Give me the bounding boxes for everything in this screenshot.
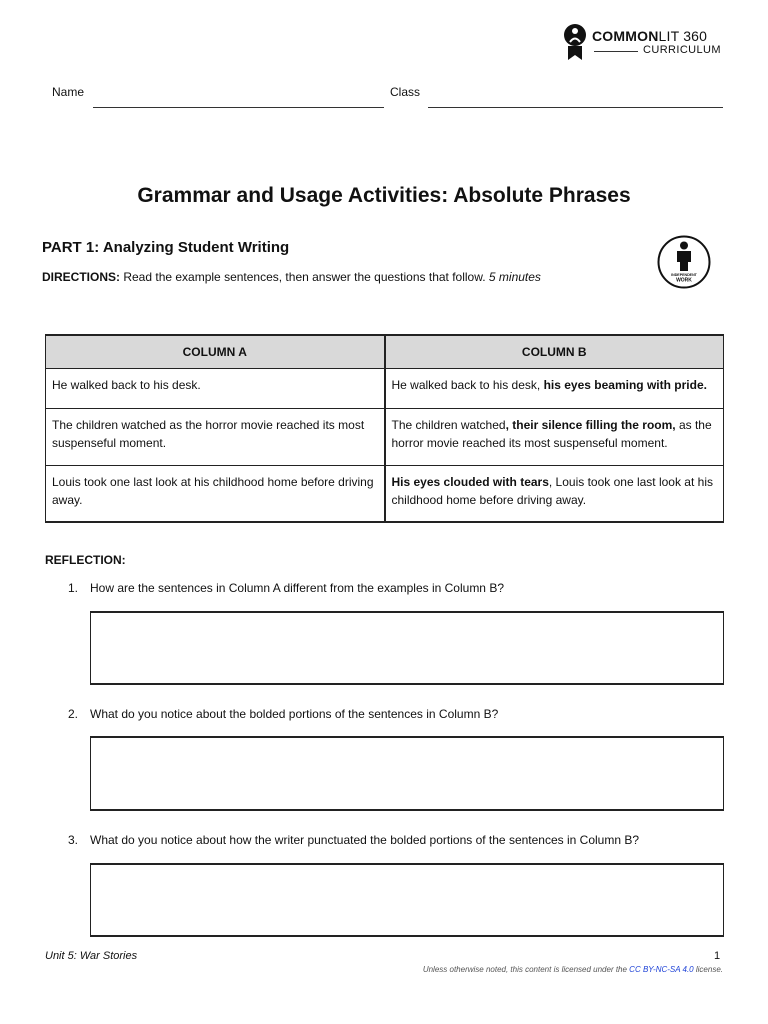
class-label: Class	[390, 85, 421, 99]
logo-rule	[594, 51, 638, 52]
commonlit-logo-mark-icon	[562, 22, 588, 62]
question-number: 2.	[68, 707, 79, 721]
license-link[interactable]: CC BY-NC-SA 4.0	[629, 965, 694, 974]
column-b-cell: He walked back to his desk, his eyes beaming with pride.	[385, 368, 724, 408]
logo-subtitle: CURRICULUM	[643, 44, 721, 56]
part-heading: PART 1: Analyzing Student Writing	[42, 239, 290, 256]
question-number: 1.	[68, 581, 79, 595]
name-label: Name	[52, 85, 85, 99]
independent-work-icon	[657, 235, 711, 289]
answer-box-2[interactable]	[90, 736, 724, 811]
name-field-line[interactable]	[93, 107, 384, 108]
table-row	[46, 368, 724, 408]
answer-box-1[interactable]	[90, 611, 724, 685]
column-a-header: COLUMN A	[46, 335, 385, 368]
class-field-line[interactable]	[428, 107, 723, 108]
column-b-header: COLUMN B	[385, 335, 724, 368]
license-note: Unless otherwise noted, this content is licensed under the CC BY-NC-SA 4.0 license.	[422, 965, 723, 974]
page-title: Grammar and Usage Activities: Absolute Phrases	[137, 184, 631, 207]
column-b-cell: His eyes clouded with tears, Louis took one last look at his childhood home before driving away.	[385, 465, 724, 522]
directions-time: 5 minutes	[488, 270, 541, 284]
question-2	[68, 707, 498, 721]
directions	[42, 270, 541, 284]
question-3	[68, 833, 639, 847]
table-row	[46, 408, 724, 465]
question-text: What do you notice about the bolded portions of the sentences in Column B?	[90, 707, 499, 721]
question-number: 3.	[68, 833, 79, 847]
table-header-row	[46, 335, 724, 368]
page-number: 1	[714, 950, 721, 962]
footer-unit: Unit 5: War Stories	[45, 950, 138, 962]
commonlit-logo	[562, 22, 732, 62]
column-a-cell: He walked back to his desk.	[46, 368, 385, 408]
logo-brand-text: COMMONLIT 360	[592, 28, 708, 44]
answer-box-3[interactable]	[90, 863, 724, 937]
directions-label: DIRECTIONS:	[42, 270, 120, 284]
column-b-cell: The children watched, their silence filling the room, as the horror movie reached its most suspenseful moment.	[385, 408, 724, 465]
question-text: How are the sentences in Column A different from the examples in Column B?	[90, 581, 504, 595]
question-text: What do you notice about how the writer punctuated the bolded portions of the sentences in Column B?	[90, 833, 640, 847]
question-1	[68, 581, 504, 595]
column-a-cell: The children watched as the horror movie reached its most suspenseful moment.	[46, 408, 385, 465]
directions-text: Read the example sentences, then answer the questions that follow.	[120, 270, 489, 284]
table-row	[46, 465, 724, 522]
example-sentences-table	[45, 334, 724, 523]
independent-work-label-2: WORK	[676, 277, 692, 284]
reflection-heading: REFLECTION:	[45, 553, 126, 567]
column-a-cell: Louis took one last look at his childhood home before driving away.	[46, 465, 385, 522]
independent-work-label-1: INDEPENDENT	[671, 273, 697, 277]
